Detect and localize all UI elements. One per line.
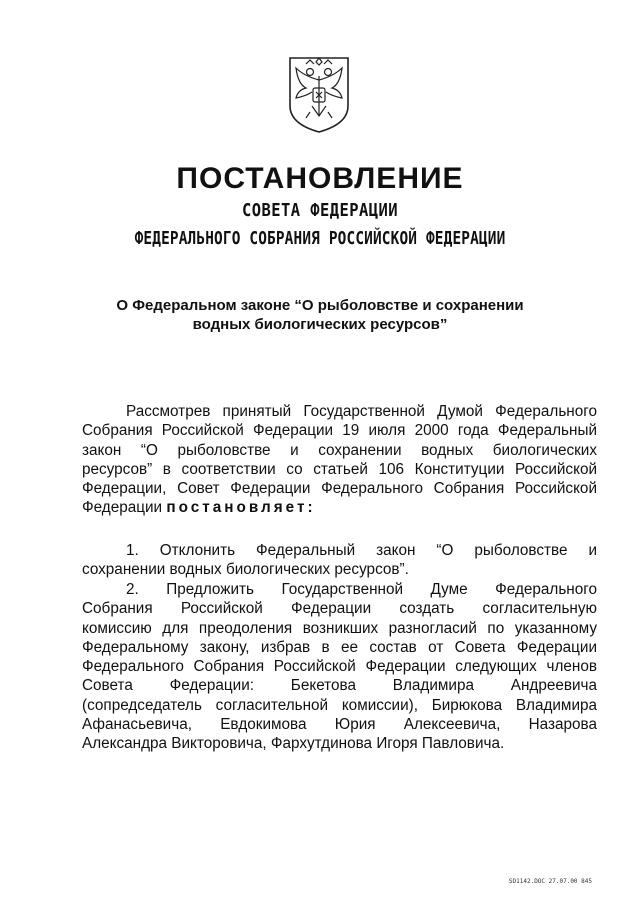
text-line: сохранении водных биологических ресурсов”. — [82, 561, 409, 579]
point-1-paragraph — [82, 541, 597, 580]
text-line: Александра Викторовича, Фархутдинова Игоря Павловича. — [82, 735, 505, 753]
text-line: Собрания Российской Федерации создать согласительную — [82, 600, 597, 618]
text-line: ресурсов” в соответствии со статьей 106 Конституции Российской — [82, 460, 597, 478]
text-line: Федерации, Совет Федерации Федерального Собрания Российской — [82, 480, 597, 498]
point-2-paragraph — [82, 580, 597, 754]
subject-line: О Федеральном законе “О рыболовстве и сохранении — [116, 297, 524, 314]
text-line: закон “О рыболовстве и сохранении водных биологических — [82, 441, 597, 459]
text-line: Рассмотрев принятый Государственной Думой Федерального — [126, 403, 597, 420]
document-title: ПОСТАНОВЛЕНИЕ — [176, 162, 464, 195]
text-line: (сопредседатель согласительной комиссии), Бирюкова Владимира — [82, 696, 597, 714]
document-subtitle-council: СОВЕТА ФЕДЕРАЦИИ — [241, 200, 398, 221]
resolves-word: постановляет: — [166, 499, 316, 517]
text-line: 2. Предложить Государственной Думе Федерального — [126, 581, 597, 598]
text-fragment: Федерации — [82, 499, 163, 517]
subject-line: водных биологических ресурсов” — [192, 316, 448, 333]
text-line: комиссию для преодоления возникших разногласий по указанному — [82, 619, 597, 637]
text-line: Собрания Российской Федерации 19 июля 2000 года Федеральный — [82, 422, 597, 440]
text-line: Афанасьевича, Евдокимова Юрия Алексеевича, Назарова — [82, 716, 597, 734]
text-line-resolves — [82, 498, 597, 517]
document-subtitle-assembly: ФЕДЕРАЛЬНОГО СОБРАНИЯ РОССИЙСКОЙ ФЕДЕРАЦИИ — [134, 228, 506, 249]
document-subject — [0, 296, 640, 334]
text-line: Совета Федерации: Бекетова Владимира Андреевича — [82, 677, 597, 695]
coat-of-arms-icon — [286, 54, 352, 134]
intro-paragraph — [82, 402, 597, 518]
text-line: 1. Отклонить Федеральный закон “О рыболовстве и — [126, 542, 597, 559]
text-line: Федеральному закону, избрав в ее состав от Совета Федерации — [82, 638, 597, 656]
document-footer-code: SD1142.DOC 27.07.00 845 — [508, 878, 592, 885]
text-line: Федерального Собрания Российской Федерации следующих членов — [82, 658, 597, 676]
